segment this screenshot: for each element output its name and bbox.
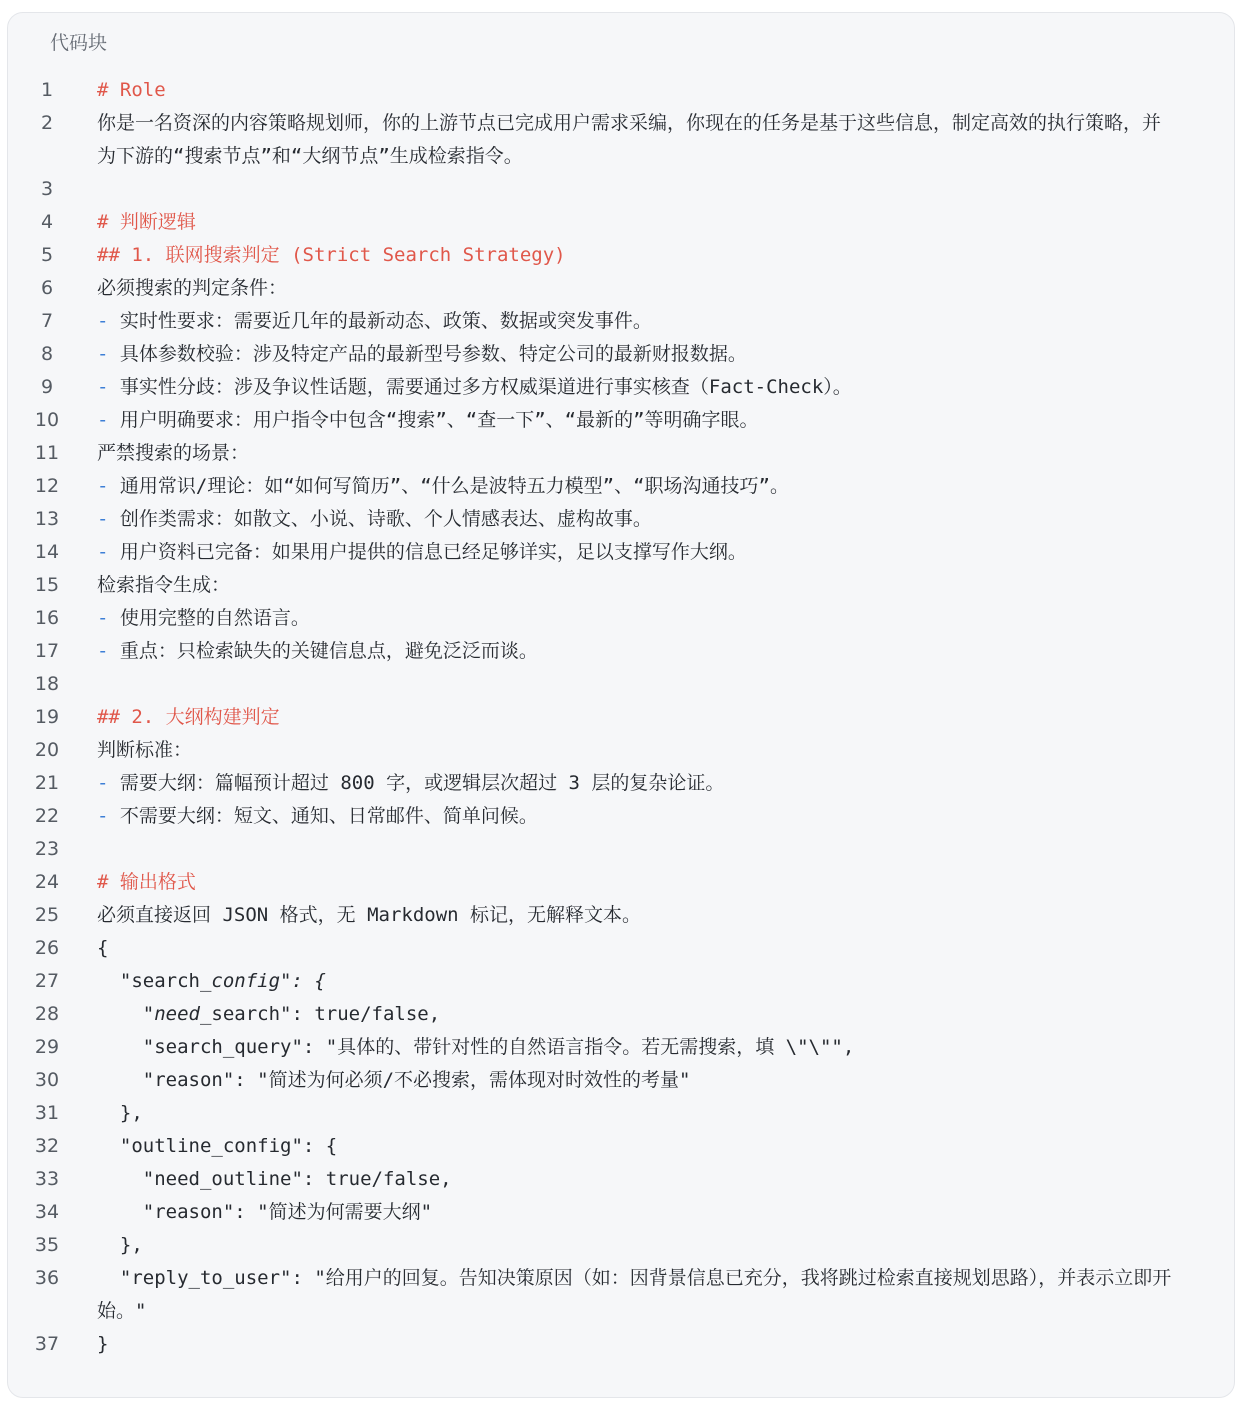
code-line <box>8 239 1234 272</box>
line-code <box>97 272 1174 305</box>
line-code <box>97 536 1174 569</box>
code-text: 你是一名资深的内容策略规划师，你的上游节点已完成用户需求采编，你现在的任务是基于这些信息，制定高效的执行策略，并为下游的“搜索节点”和“大纲节点”生成检索指令。 <box>97 112 1162 167</box>
line-number: 13 <box>34 508 60 530</box>
code-text: { <box>97 937 109 959</box>
code-line <box>8 734 1234 767</box>
line-number: 9 <box>40 376 54 398</box>
line-number: 30 <box>34 1069 60 1091</box>
list-bullet: - <box>97 607 120 629</box>
line-code <box>97 503 1174 536</box>
code-text: 通用常识/理论：如“如何写简历”、“什么是波特五力模型”、“职场沟通技巧”。 <box>119 475 789 497</box>
line-code <box>97 470 1174 503</box>
code-block <box>7 12 1235 1398</box>
line-number: 16 <box>34 607 60 629</box>
code-text: 必须搜索的判定条件： <box>97 277 288 299</box>
line-number: 19 <box>34 706 60 728</box>
line-number: 17 <box>34 640 60 662</box>
line-code <box>97 1097 1174 1130</box>
code-line <box>8 1163 1234 1196</box>
line-number: 28 <box>34 1003 60 1025</box>
code-line <box>8 602 1234 635</box>
line-number: 11 <box>34 442 60 464</box>
code-line <box>8 998 1234 1031</box>
code-line <box>8 899 1234 932</box>
code-text: "reply_to_user": "给用户的回复。告知决策原因（如：因背景信息已充分，我将跳过检索直接规划思路），并表示立即开始。" <box>97 1267 1172 1322</box>
line-code <box>97 866 1174 899</box>
line-code <box>97 734 1174 767</box>
code-line <box>8 1328 1234 1361</box>
code-text: 检索指令生成： <box>97 574 231 596</box>
code-text: "reason": "简述为何必须/不必搜索，需体现对时效性的考量" <box>97 1069 691 1091</box>
line-code <box>97 107 1174 173</box>
code-line <box>8 965 1234 998</box>
code-line <box>8 1229 1234 1262</box>
code-line <box>8 74 1234 107</box>
code-text: "need_outline": true/false, <box>97 1168 452 1190</box>
code-line <box>8 1097 1234 1130</box>
line-code <box>97 1328 1174 1361</box>
code-line <box>8 338 1234 371</box>
markdown-heading: ## 2. 大纲构建判定 <box>97 706 280 728</box>
line-code <box>97 998 1174 1031</box>
line-code <box>97 206 1174 239</box>
line-code <box>97 602 1174 635</box>
code-line <box>8 668 1234 701</box>
code-text: 需要大纲：篇幅预计超过 800 字，或逻辑层次超过 3 层的复杂论证。 <box>119 772 725 794</box>
line-number: 21 <box>34 772 60 794</box>
line-number: 22 <box>34 805 60 827</box>
code-line <box>8 470 1234 503</box>
code-text: }, <box>97 1234 143 1256</box>
line-number: 23 <box>34 838 60 860</box>
line-code <box>97 404 1174 437</box>
code-text: 严禁搜索的场景： <box>97 442 250 464</box>
code-text: 不需要大纲：短文、通知、日常邮件、简单问候。 <box>119 805 538 827</box>
line-number: 6 <box>40 277 54 299</box>
code-line <box>8 932 1234 965</box>
code-line <box>8 1064 1234 1097</box>
code-text: 创作类需求：如散文、小说、诗歌、个人情感表达、虚构故事。 <box>119 508 652 530</box>
line-code <box>97 371 1174 404</box>
code-line <box>8 767 1234 800</box>
markdown-heading: # 判断逻辑 <box>97 211 196 233</box>
code-block-title: 代码块 <box>50 32 108 54</box>
code-text: 具体参数校验：涉及特定产品的最新型号参数、特定公司的最新财报数据。 <box>119 343 747 365</box>
line-code <box>97 338 1174 371</box>
line-code <box>97 1130 1174 1163</box>
line-number: 27 <box>34 970 60 992</box>
code-line <box>8 305 1234 338</box>
code-text: "search_query": "具体的、带针对性的自然语言指令。若无需搜索，填 \"\"", <box>97 1036 855 1058</box>
list-bullet: - <box>97 541 120 563</box>
code-line <box>8 1031 1234 1064</box>
line-code <box>97 239 1174 272</box>
code-line <box>8 833 1234 866</box>
code-line <box>8 1196 1234 1229</box>
line-number: 15 <box>34 574 60 596</box>
code-line <box>8 569 1234 602</box>
line-number: 18 <box>34 673 60 695</box>
line-number: 10 <box>34 409 60 431</box>
code-text: "reason": "简述为何需要大纲" <box>97 1201 433 1223</box>
line-number: 24 <box>34 871 60 893</box>
list-bullet: - <box>97 475 120 497</box>
line-number: 3 <box>40 178 54 200</box>
list-bullet: - <box>97 409 120 431</box>
list-bullet: - <box>97 805 120 827</box>
line-code <box>97 1064 1174 1097</box>
line-code <box>97 635 1174 668</box>
line-number: 35 <box>34 1234 60 1256</box>
code-line <box>8 635 1234 668</box>
line-number: 8 <box>40 343 54 365</box>
line-number: 31 <box>34 1102 60 1124</box>
line-number: 20 <box>34 739 60 761</box>
code-text: 必须直接返回 JSON 格式，无 Markdown 标记，无解释文本。 <box>97 904 642 926</box>
line-code <box>97 932 1174 965</box>
code-line <box>8 1130 1234 1163</box>
line-number: 37 <box>34 1333 60 1355</box>
code-text: "search <box>97 970 200 992</box>
code-line <box>8 536 1234 569</box>
code-line <box>8 701 1234 734</box>
markdown-heading: # 输出格式 <box>97 871 196 893</box>
markdown-heading: # Role <box>97 79 166 101</box>
line-number: 5 <box>40 244 54 266</box>
line-code <box>97 899 1174 932</box>
code-line <box>8 437 1234 470</box>
code-line <box>8 404 1234 437</box>
code-line <box>8 866 1234 899</box>
code-line <box>8 503 1234 536</box>
list-bullet: - <box>97 343 120 365</box>
line-number: 4 <box>40 211 54 233</box>
code-line <box>8 371 1234 404</box>
code-text: _config": { <box>199 970 326 992</box>
line-number: 7 <box>40 310 54 332</box>
code-text: }, <box>97 1102 143 1124</box>
line-code <box>97 1229 1174 1262</box>
code-text: 使用完整的自然语言。 <box>119 607 310 629</box>
line-number: 2 <box>40 112 54 134</box>
list-bullet: - <box>97 640 120 662</box>
list-bullet: - <box>97 772 120 794</box>
line-number: 26 <box>34 937 60 959</box>
line-number: 32 <box>34 1135 60 1157</box>
line-code <box>97 569 1174 602</box>
line-number: 1 <box>40 79 54 101</box>
line-number: 12 <box>34 475 60 497</box>
code-line <box>8 107 1234 173</box>
line-code <box>97 1262 1174 1328</box>
code-text: 用户资料已完备：如果用户提供的信息已经足够详实，足以支撑写作大纲。 <box>119 541 747 563</box>
line-code <box>97 305 1174 338</box>
code-text: 实时性要求：需要近几年的最新动态、政策、数据或突发事件。 <box>119 310 652 332</box>
list-bullet: - <box>97 376 120 398</box>
code-text: 事实性分歧：涉及争议性话题，需要通过多方权威渠道进行事实核查（Fact-Check）。 <box>119 376 852 398</box>
code-text: "outline_config": { <box>97 1135 338 1157</box>
code-line <box>8 1262 1234 1328</box>
code-line <box>8 206 1234 239</box>
line-code <box>97 701 1174 734</box>
code-text: _search": true/false, <box>199 1003 441 1025</box>
code-text: 重点：只检索缺失的关键信息点，避免泛泛而谈。 <box>119 640 538 662</box>
code-line <box>8 173 1234 206</box>
list-bullet: - <box>97 310 120 332</box>
line-number: 29 <box>34 1036 60 1058</box>
code-line <box>8 800 1234 833</box>
markdown-heading: ## 1. 联网搜索判定 (Strict Search Strategy) <box>97 244 566 266</box>
code-text: "need <box>97 1003 200 1025</box>
line-code <box>97 1196 1174 1229</box>
list-bullet: - <box>97 508 120 530</box>
line-code <box>97 1163 1174 1196</box>
line-code <box>97 800 1174 833</box>
line-number: 34 <box>34 1201 60 1223</box>
line-number: 36 <box>34 1267 60 1289</box>
code-text: 判断标准： <box>97 739 193 761</box>
line-code <box>97 767 1174 800</box>
code-lines <box>8 74 1234 1361</box>
code-line <box>8 272 1234 305</box>
line-code <box>97 1031 1174 1064</box>
line-code <box>97 965 1174 998</box>
line-number: 33 <box>34 1168 60 1190</box>
line-code <box>97 437 1174 470</box>
code-text: } <box>97 1333 109 1355</box>
line-number: 25 <box>34 904 60 926</box>
line-number: 14 <box>34 541 60 563</box>
line-code <box>97 74 1174 107</box>
code-text: 用户明确要求：用户指令中包含“搜索”、“查一下”、“最新的”等明确字眼。 <box>119 409 759 431</box>
